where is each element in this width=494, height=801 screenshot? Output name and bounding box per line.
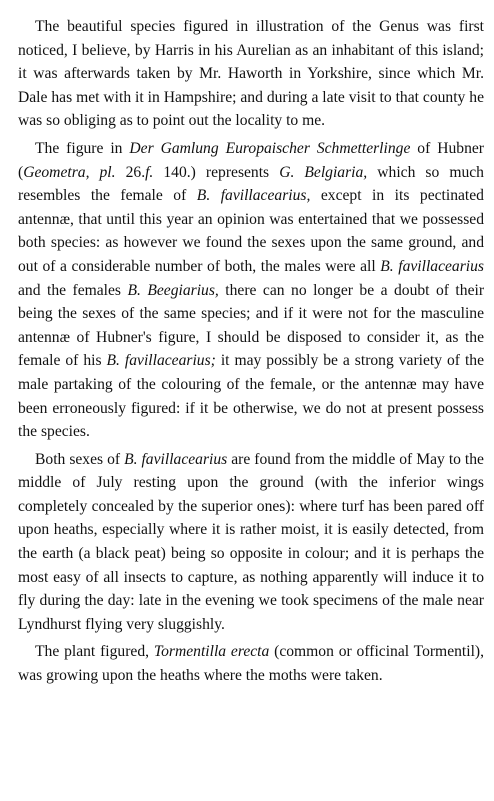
text-run: are found from the middle of May to the middle of July resting upon the ground (with the inferior wings completely concealed by the superior ones): where turf has been pared off upon heaths, especially where it is rather moist, it is easily detected, from the earth (a black peat) being so opposite in colour; and it is perhaps the most easy of all insects to capture, as nothing apparently will induce it to fly during the day: late in the evening we took specimens of the male near Lyndhurst flying very sluggishly.: [18, 450, 484, 633]
text-run: Both sexes of: [35, 450, 125, 468]
italic-text-run: f.: [145, 163, 154, 181]
text-run: 140.) represents: [153, 163, 280, 181]
text-run: (common or officinal Tormentil), was growing upon the heaths where the moths were taken.: [18, 643, 484, 685]
text-run: The beautiful species figured in illustration of the Genus was first noticed, I believe, by Harris in his Aurelian as an inhabitant of this island; it was afterwards taken by Mr. Haworth in Yorkshire, since which Mr. Dale has met with it in Hampshire; and during a late visit to that county he was so obliging as to point out the locality to me.: [18, 18, 484, 130]
text-run: except in its pectinated antennæ, that until this year an opinion was entertained that we possessed both species: as however we found the sexes upon the same ground, and out of a considerable number of both, the males were all: [18, 187, 484, 275]
italic-text-run: B. favillacearius,: [196, 187, 311, 205]
text-run: which so much resembles the female of: [18, 163, 484, 205]
paragraph-4: [18, 640, 484, 687]
paragraph-3: [18, 448, 484, 637]
italic-text-run: Der Gamlung Europaischer Schmetterlinge: [129, 139, 411, 157]
text-run: there can no longer be a doubt of their being the sexes of the same species; and if it were not for the masculine antennæ of Hubner's figure, I should be disposed to consider it, as the female of his: [18, 281, 485, 370]
italic-text-run: B. favillacearius;: [106, 352, 216, 370]
body-text: [18, 15, 484, 688]
text-run: The plant figured,: [35, 643, 154, 661]
paragraph-2: [18, 137, 484, 444]
text-run: The figure in: [35, 139, 130, 157]
italic-text-run: B. favillacearius: [124, 450, 228, 468]
text-run: it may possibly be a strong variety of the male partaking of the colouring of the female, or the antennæ may have been erroneously figured: if it be otherwise, we do not at present possess the species.: [18, 352, 485, 441]
italic-text-run: B. Beegiarius,: [127, 281, 219, 299]
text-run: of Hubner (: [18, 139, 484, 181]
text-run: 26.: [115, 163, 146, 181]
italic-text-run: B. favillacearius: [380, 257, 484, 275]
paragraph-1: [18, 15, 484, 133]
italic-text-run: G. Belgiaria,: [279, 163, 368, 181]
italic-text-run: Geometra, pl.: [23, 163, 116, 181]
text-run: and the females: [18, 281, 128, 299]
italic-text-run: Tormentilla erecta: [153, 643, 270, 661]
